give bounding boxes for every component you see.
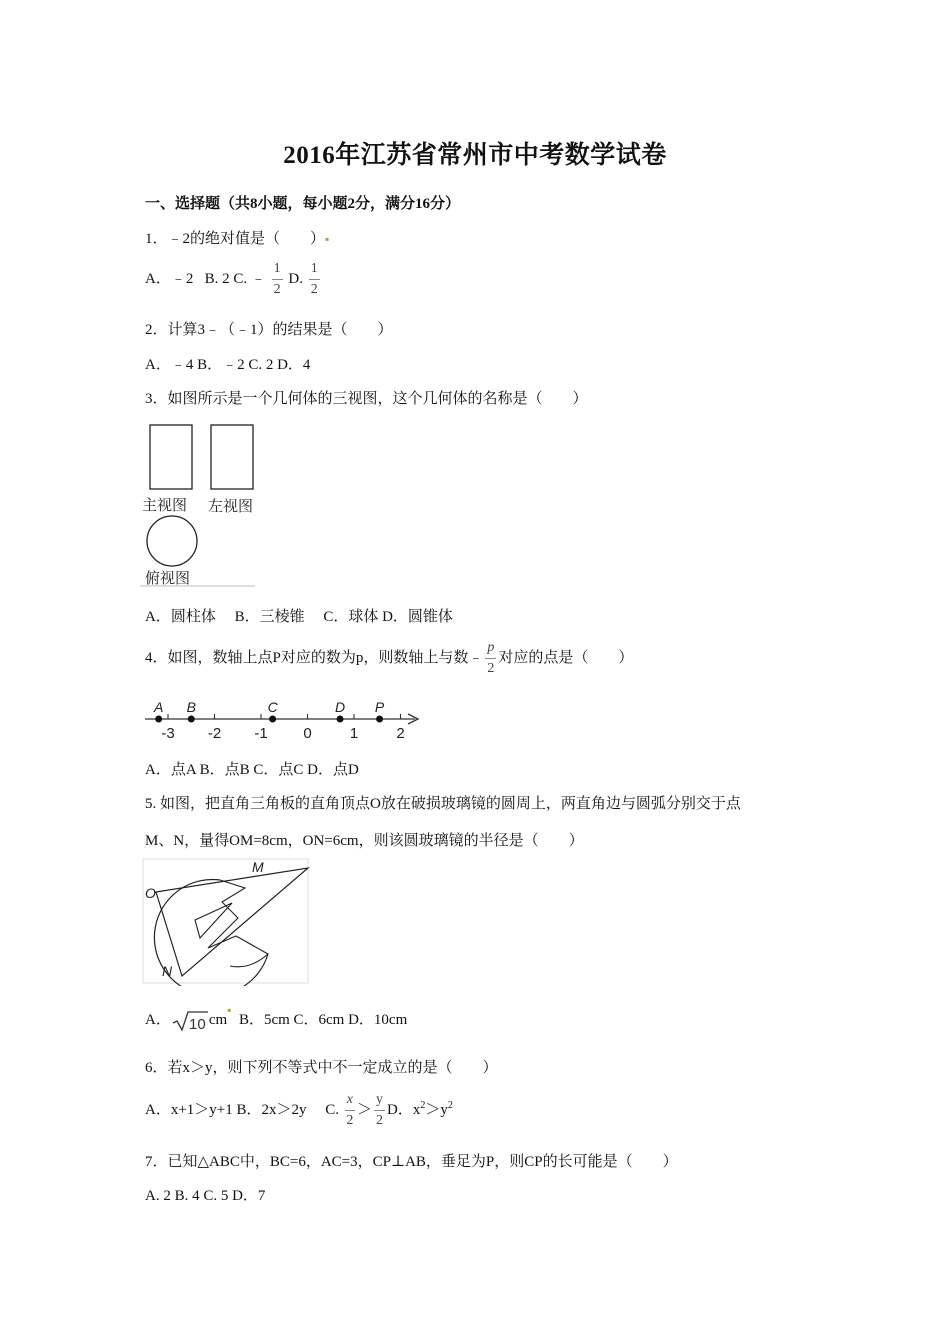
point-p (376, 716, 383, 723)
question-6-options (145, 1093, 453, 1128)
q1-option-b-c: B. 2 C. ﹣ (204, 270, 266, 287)
question-6-stem: 6．若x＞y，则下列不等式中不一定成立的是（ ） (145, 1060, 498, 1076)
broken-mirror-figure (140, 858, 312, 986)
section-heading: 一、选择题（共8小题，每小题2分，满分16分） (145, 196, 461, 212)
q5-options-b-d: B．5cm C．6cm D．10cm (238, 1012, 408, 1028)
question-4-options: A．点A B．点B C．点C D．点D (145, 762, 359, 778)
question-5-options (145, 1003, 408, 1033)
point-b (188, 716, 195, 723)
question-3-stem: 3．如图所示是一个几何体的三视图，这个几何体的名称是（ ） (145, 391, 588, 407)
tick-label: -1 (254, 725, 268, 742)
svg-text:10: 10 (188, 1015, 206, 1033)
question-2-stem: 2．计算3﹣（﹣1）的结果是（ ） (145, 322, 393, 338)
question-3-options: A．圆柱体 B．三棱锥 C．球体 D．圆锥体 (145, 609, 453, 625)
label-m: M (252, 859, 264, 875)
front-view-rect (150, 425, 192, 489)
tick-label: -2 (207, 725, 222, 742)
set-square-inner (195, 903, 232, 938)
question-5-stem-line2: M、N，量得OM=8cm，ON=6cm，则该圆玻璃镜的半径是（ ） (145, 833, 584, 849)
q4-stem-prefix: 4．如图，数轴上点P对应的数为p，则数轴上与数﹣ (145, 649, 484, 666)
question-1-text: 1．﹣2的绝对值是（ ） (145, 231, 326, 247)
q1-fraction-c: $\frac{1}{2}$ (273, 261, 281, 297)
q4-stem-suffix: 对应的点是（ ） (498, 649, 634, 666)
point-label-p: P (374, 699, 385, 715)
left-view-rect (211, 425, 253, 489)
top-view-circle (147, 516, 197, 566)
point-c (269, 716, 276, 723)
question-1-options (145, 262, 322, 297)
top-view-label: 俯视图 (145, 570, 191, 587)
question-2-options: A．﹣4 B．﹣2 C. 2 D．4 (145, 357, 311, 373)
point-label-a: A (154, 699, 164, 715)
q4-fraction: $\frac{p}{2}$ (487, 640, 495, 676)
point-label-c: C (267, 699, 278, 715)
question-1-stem (145, 227, 329, 248)
left-view-label: 左视图 (208, 498, 254, 515)
q1-fraction-d: $\frac{1}{2}$ (310, 261, 318, 297)
question-5-stem-line1: 5. 如图，把直角三角板的直角顶点O放在破损玻璃镜的圆周上，两直角边与圆弧分别交于点 (145, 796, 741, 812)
decorative-dot: ▪ (227, 1003, 232, 1017)
square-root-sign (171, 1009, 209, 1033)
point-label-b: B (186, 699, 196, 715)
q6-fraction-y: $\frac{y}{2}$ (376, 1092, 383, 1128)
question-7-stem: 7．已知△ABC中，BC=6，AC=3，CP⊥AB，垂足为P，则CP的长可能是（ ） (145, 1154, 678, 1170)
tick-label: -3 (161, 725, 175, 742)
front-view-label: 主视图 (142, 497, 188, 514)
broken-edge (208, 880, 268, 967)
q6-exponent: 2 (447, 1099, 453, 1111)
q5-option-a-prefix: A． (145, 1012, 171, 1028)
q6-option-d-mid: ＞y (425, 1101, 448, 1118)
q6-options-a-c: A．x+1＞y+1 B．2x＞2y C. (145, 1101, 340, 1118)
q6-fraction-x: $\frac{x}{2}$ (346, 1092, 354, 1128)
q5-option-a-unit: cm (208, 1012, 228, 1028)
number-line-figure (140, 695, 430, 745)
q6-option-d: D．x (387, 1101, 421, 1118)
q6-exponent: 2 (420, 1099, 426, 1111)
page-title: 2016年江苏省常州市中考数学试卷 (283, 142, 667, 169)
question-4-stem (145, 641, 633, 676)
point-a (155, 716, 162, 723)
question-7-options: A. 2 B. 4 C. 5 D．7 (145, 1188, 266, 1204)
q1-option-d: D. (288, 270, 303, 287)
tick-label: 0 (303, 725, 312, 742)
q1-option-a: A．﹣2 (145, 270, 194, 287)
decorative-dot: ▪ (325, 232, 330, 246)
label-n: N (162, 963, 173, 979)
three-view-figure (140, 420, 265, 588)
tick-label: 2 (396, 725, 405, 742)
label-o: O (145, 885, 156, 901)
q6-greater-sign: ＞ (356, 1101, 372, 1118)
tick-label: 1 (349, 725, 359, 742)
point-d (337, 716, 344, 723)
point-label-d: D (334, 699, 346, 715)
